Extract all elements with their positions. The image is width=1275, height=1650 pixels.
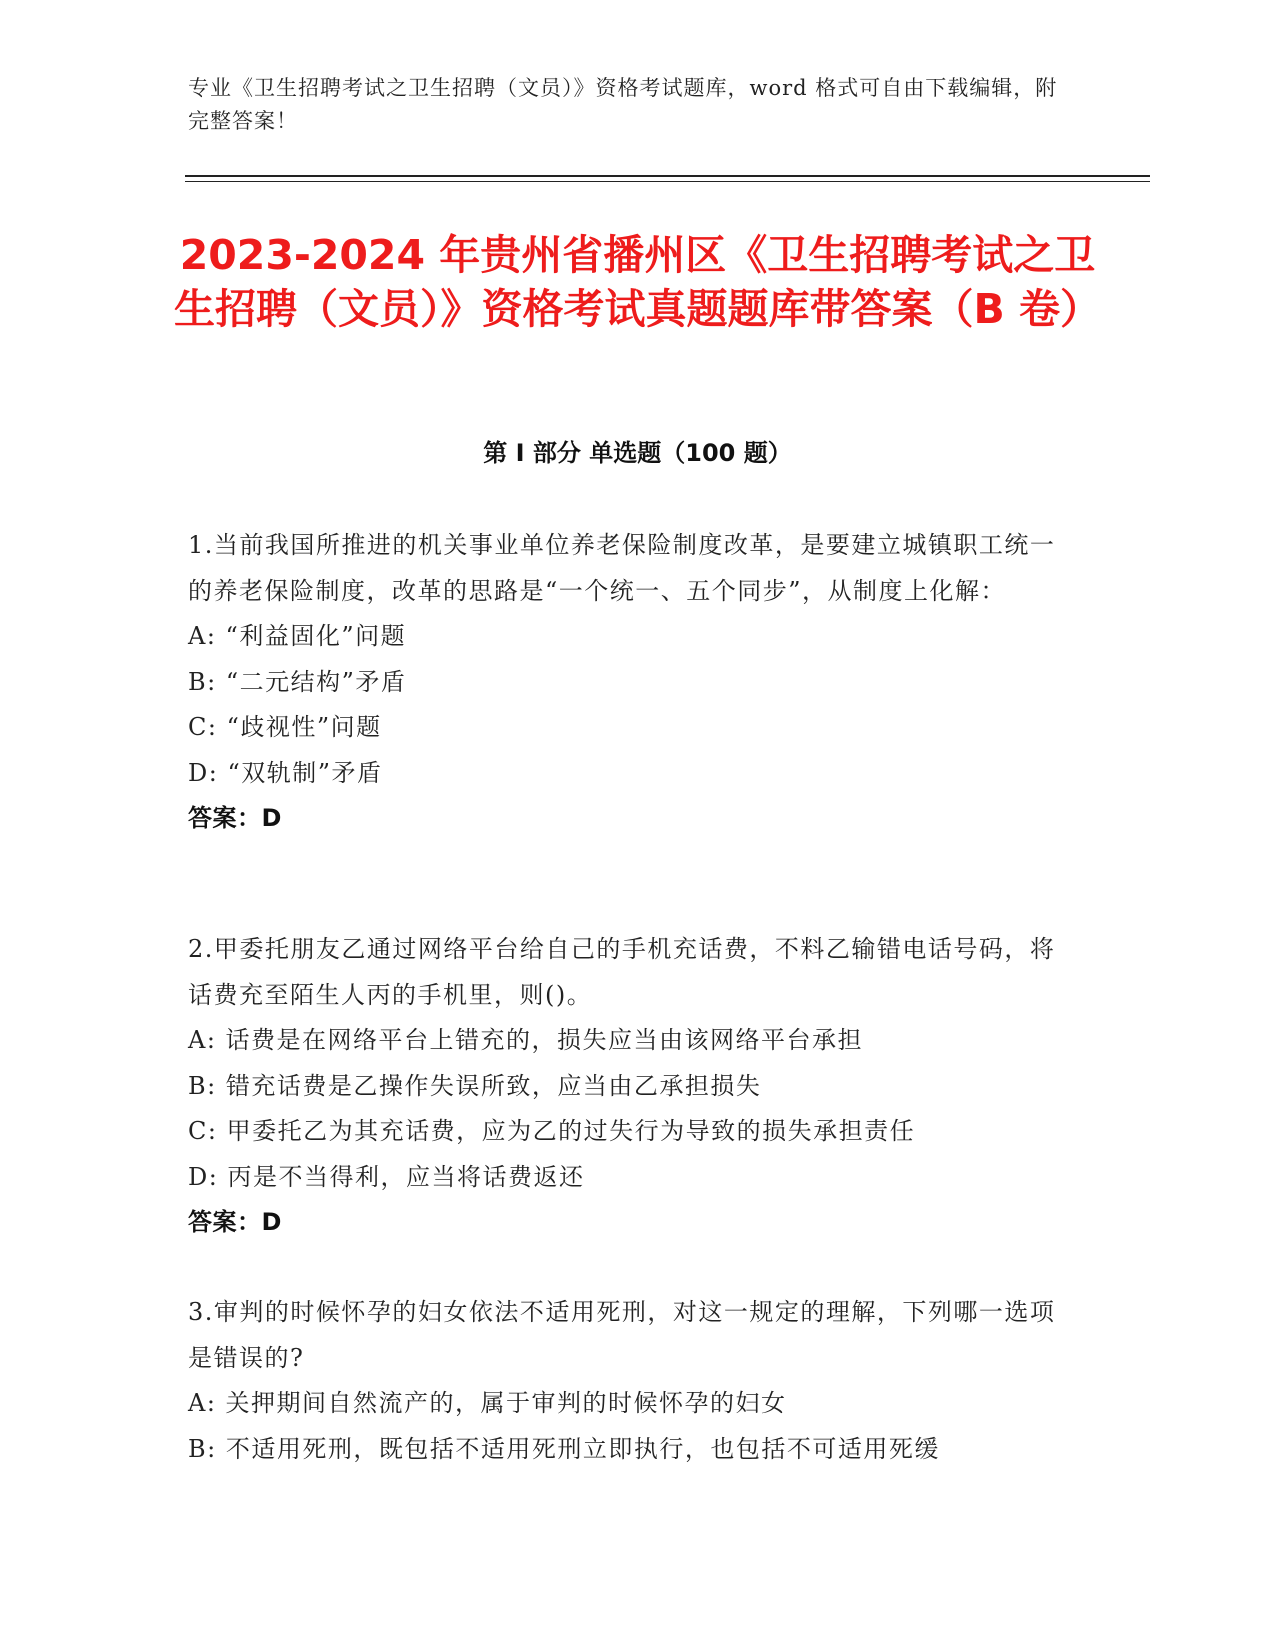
question-3 xyxy=(188,1290,1068,1472)
question-stem: 1.当前我国所推进的机关事业单位养老保险制度改革，是要建立城镇职工统一的养老保险制度，改革的思路是“一个统一、五个同步”，从制度上化解： xyxy=(188,531,1056,605)
question-stem: 3.审判的时候怀孕的妇女依法不适用死刑，对这一规定的理解，下列哪一选项是错误的? xyxy=(188,1298,1056,1372)
option-c: C: “歧视性”问题 xyxy=(188,713,382,741)
question-2 xyxy=(188,927,1068,1246)
question-1 xyxy=(188,523,1068,842)
option-b: B: 不适用死刑，既包括不适用死刑立即执行，也包括不可适用死缓 xyxy=(188,1434,940,1463)
question-stem: 2.甲委托朋友乙通过网络平台给自己的手机充话费，不料乙输错电话号码，将话费充至陌生人丙的手机里，则()。 xyxy=(188,935,1056,1009)
document-title: 2023-2024 年贵州省播州区《卫生招聘考试之卫生招聘（文员）》资格考试真题题库带答案（B 卷） xyxy=(173,231,1102,333)
option-a: A: “利益固化”问题 xyxy=(188,622,407,650)
option-d: D: “双轨制”矛盾 xyxy=(188,758,383,787)
header-divider-thin xyxy=(185,181,1150,182)
question-answer: 答案：D xyxy=(188,1208,282,1236)
option-b: B: “二元结构”矛盾 xyxy=(188,667,407,696)
header-note: 专业《卫生招聘考试之卫生招聘（文员）》资格考试题库，word 格式可自由下载编辑，附完整答案！ xyxy=(188,76,1058,133)
header-divider-thick xyxy=(185,175,1150,177)
option-d: D: 丙是不当得利，应当将话费返还 xyxy=(188,1162,585,1191)
option-a: A: 关押期间自然流产的，属于审判的时候怀孕的妇女 xyxy=(188,1389,787,1417)
option-b: B: 错充话费是乙操作失误所致，应当由乙承担损失 xyxy=(188,1071,762,1100)
section-heading: 第 I 部分 单选题（100 题） xyxy=(483,439,792,467)
option-c: C: 甲委托乙为其充话费，应为乙的过失行为导致的损失承担责任 xyxy=(188,1117,916,1145)
question-answer: 答案：D xyxy=(188,804,282,832)
option-a: A: 话费是在网络平台上错充的，损失应当由该网络平台承担 xyxy=(188,1026,864,1054)
